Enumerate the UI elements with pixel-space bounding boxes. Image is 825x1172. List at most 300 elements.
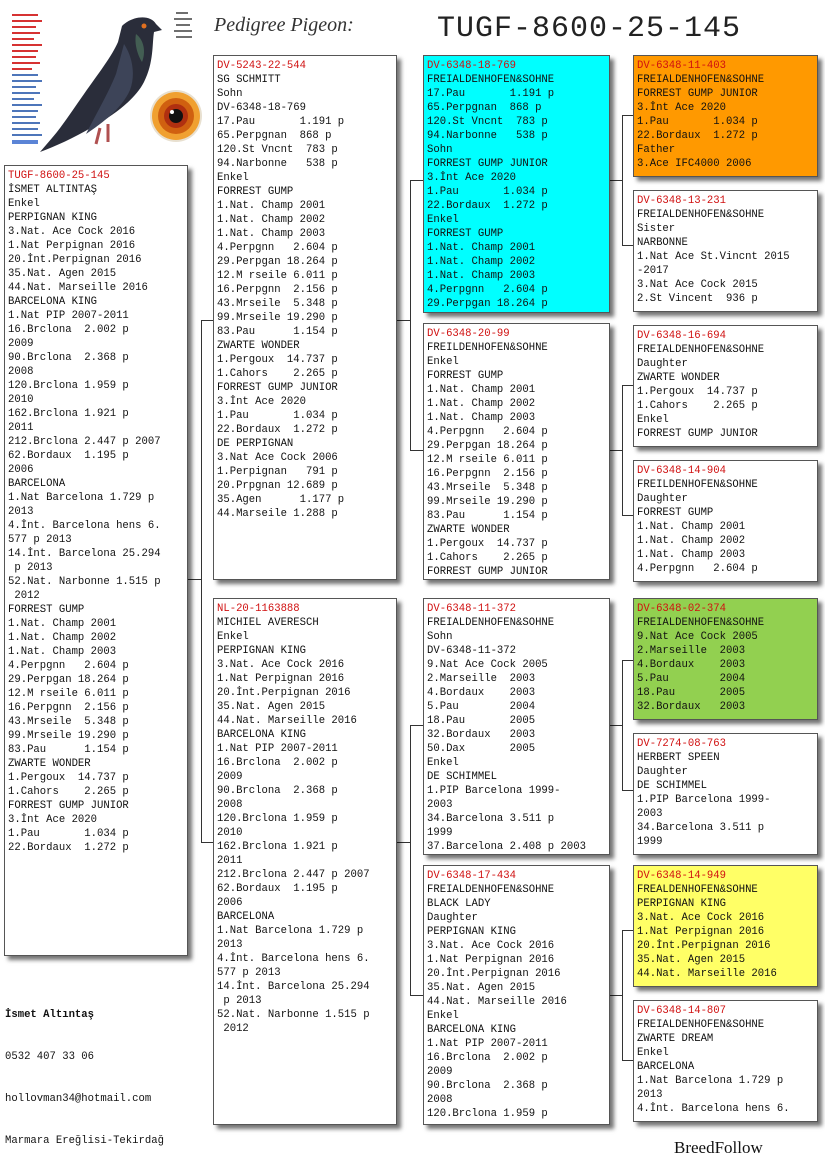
- pedigree-line: 22.Bordaux 1.272 p: [637, 130, 758, 142]
- pedigree-box-sss: [633, 55, 818, 177]
- pedigree-line: İSMET ALTINTAŞ: [8, 184, 98, 196]
- ring-number: DV-6348-18-769: [427, 60, 517, 72]
- pedigree-line: Enkel: [217, 172, 249, 184]
- pedigree-line: DV-6348-18-769: [217, 102, 307, 114]
- pedigree-line: BARCELONA KING: [217, 729, 307, 741]
- ring-number: NL-20-1163888: [217, 603, 300, 615]
- pedigree-box-subject: [4, 165, 188, 956]
- pedigree-box-sdd: [633, 460, 818, 582]
- pedigree-line: BLACK LADY: [427, 898, 491, 910]
- connector-line: [622, 515, 633, 516]
- pedigree-line: 3.Nat. Ace Cock 2016: [8, 226, 136, 238]
- pedigree-line: DE SCHIMMEL: [637, 780, 707, 792]
- pedigree-line: 2009: [217, 771, 243, 783]
- pedigree-line: 83.Pau 1.154 p: [217, 326, 338, 338]
- pedigree-line: 29.Perpgan 18.264 p: [8, 674, 129, 686]
- breeder-phone: 0532 407 33 06: [5, 1051, 95, 1063]
- pedigree-line: NARBONNE: [637, 237, 688, 249]
- pedigree-line: 17.Pau 1.191 p: [427, 88, 555, 100]
- pedigree-line: 35.Nat. Agen 2015: [637, 954, 746, 966]
- pedigree-line: 2003: [427, 799, 453, 811]
- pedigree-line: FREIALDENHOFEN&SOHNE: [427, 617, 555, 629]
- pedigree-line: 43.Mrseile 5.348 p: [217, 298, 338, 310]
- pedigree-line: FORREST GUMP: [427, 370, 504, 382]
- pedigree-line: 4.İnt. Barcelona hens 6.: [8, 520, 161, 532]
- pigeon-ring-number: TUGF-8600-25-145: [437, 12, 742, 46]
- pedigree-line: BARCELONA KING: [8, 296, 98, 308]
- pedigree-line: 2006: [217, 897, 243, 909]
- ring-number: DV-5243-22-544: [217, 60, 307, 72]
- pedigree-line: 2006: [8, 464, 34, 476]
- pedigree-line: DV-6348-11-372: [427, 645, 517, 657]
- pedigree-line: PERPIGNAN KING: [637, 898, 727, 910]
- pedigree-line: 3.Nat. Ace Cock 2016: [217, 659, 345, 671]
- pedigree-line: p 2013: [217, 995, 262, 1007]
- connector-line: [622, 1060, 633, 1061]
- ring-number: DV-6348-20-99: [427, 328, 510, 340]
- pedigree-line: 2011: [8, 422, 34, 434]
- pedigree-line: 29.Perpgan 18.264 p: [217, 256, 338, 268]
- pedigree-line: 3.Ace IFC4000 2006: [637, 158, 752, 170]
- pedigree-line: 1.Nat Barcelona 1.729 p: [217, 925, 364, 937]
- pedigree-line: 1.Cahors 2.265 p: [637, 400, 758, 412]
- pedigree-line: 120.Brclona 1.959 p: [217, 813, 338, 825]
- ring-number: DV-6348-16-694: [637, 330, 727, 342]
- pedigree-line: 83.Pau 1.154 p: [427, 510, 548, 522]
- connector-line: [622, 385, 633, 386]
- pedigree-line: 18.Pau 2005: [427, 715, 536, 727]
- pedigree-line: 1.Nat. Champ 2001: [8, 618, 117, 630]
- pedigree-line: FREALDENHOFEN&SOHNE: [637, 884, 758, 896]
- pedigree-line: 4.Perpgnn 2.604 p: [427, 426, 548, 438]
- pedigree-line: 1.Nat Perpignan 2016: [427, 954, 555, 966]
- pedigree-line: 65.Perpgnan 868 p: [427, 102, 542, 114]
- pedigree-line: 94.Narbonne 538 p: [217, 158, 338, 170]
- pedigree-line: 1.Nat. Champ 2002: [217, 214, 326, 226]
- pedigree-line: 29.Perpgan 18.264 p: [427, 298, 548, 310]
- pedigree-line: Father: [637, 144, 676, 156]
- pedigree-line: 44.Nat. Marseille 2016: [637, 968, 777, 980]
- connector-line: [201, 320, 202, 842]
- pedigree-line: 34.Barcelona 3.511 p: [637, 822, 765, 834]
- pedigree-line: Enkel: [637, 1047, 669, 1059]
- pedigree-line: Sohn: [427, 631, 453, 643]
- connector-line: [397, 320, 410, 321]
- connector-line: [201, 320, 213, 321]
- pedigree-line: SG SCHMITT: [217, 74, 281, 86]
- pedigree-line: 12.M rseile 6.011 p: [8, 688, 129, 700]
- pedigree-box-sire-sire: [423, 55, 610, 313]
- pedigree-line: 52.Nat. Narbonne 1.515 p: [217, 1009, 370, 1021]
- pedigree-line: 32.Bordaux 2003: [637, 701, 746, 713]
- pedigree-line: 2003: [637, 808, 663, 820]
- pedigree-line: 1.Nat PIP 2007-2011: [427, 1038, 548, 1050]
- pedigree-line: FORREST GUMP JUNIOR: [8, 800, 129, 812]
- pedigree-line: Enkel: [637, 414, 669, 426]
- pedigree-line: 162.Brclona 1.921 p: [8, 408, 129, 420]
- pedigree-line: 2012: [8, 590, 40, 602]
- pedigree-line: 1.Pergoux 14.737 p: [8, 772, 129, 784]
- pedigree-line: ZWARTE WONDER: [637, 372, 720, 384]
- pedigree-line: 4.Perpgnn 2.604 p: [427, 284, 548, 296]
- pedigree-line: Daughter: [427, 912, 478, 924]
- pedigree-line: 1.Nat. Champ 2001: [217, 200, 326, 212]
- pedigree-box-dss: [633, 598, 818, 720]
- pedigree-line: 1.Pau 1.034 p: [217, 410, 338, 422]
- pedigree-line: 20.Prpgnan 12.689 p: [217, 480, 338, 492]
- pedigree-line: 2013: [8, 506, 34, 518]
- pedigree-line: 1999: [637, 836, 663, 848]
- pedigree-box-sire: [213, 55, 397, 580]
- pedigree-line: p 2013: [8, 562, 53, 574]
- breedfollow-brand: BreedFollow: [674, 1138, 763, 1157]
- pedigree-line: 1.Nat. Champ 2003: [427, 412, 536, 424]
- pedigree-line: PERPIGNAN KING: [8, 212, 98, 224]
- pedigree-line: Sohn: [217, 88, 243, 100]
- pedigree-line: 1.Nat. Champ 2001: [427, 384, 536, 396]
- pedigree-box-dds: [633, 865, 818, 987]
- pedigree-line: 1.PIP Barcelona 1999-: [427, 785, 561, 797]
- pedigree-line: 1.Nat. Champ 2001: [427, 242, 536, 254]
- pedigree-line: 20.İnt.Perpignan 2016: [427, 968, 561, 980]
- connector-line: [622, 385, 623, 515]
- ring-number: DV-6348-14-807: [637, 1005, 727, 1017]
- pedigree-line: 212.Brclona 2.447 p 2007: [217, 869, 370, 881]
- pedigree-line: 1.Nat Barcelona 1.729 p: [8, 492, 155, 504]
- pedigree-line: 20.İnt.Perpignan 2016: [217, 687, 351, 699]
- pedigree-box-dam: [213, 598, 397, 1125]
- pedigree-line: 17.Pau 1.191 p: [217, 116, 345, 128]
- ring-number: DV-6348-13-231: [637, 195, 727, 207]
- pedigree-line: 2.Marseille 2003: [637, 645, 746, 657]
- connector-line: [410, 180, 411, 450]
- pedigree-line: 43.Mrseile 5.348 p: [8, 716, 129, 728]
- pedigree-line: FREIALDENHOFEN&SOHNE: [637, 617, 765, 629]
- pedigree-line: ZWARTE WONDER: [427, 524, 510, 536]
- pedigree-line: 2008: [217, 799, 243, 811]
- pedigree-line: 2012: [217, 1023, 249, 1035]
- connector-line: [622, 930, 623, 1060]
- pedigree-line: 1.Cahors 2.265 p: [427, 552, 548, 564]
- pedigree-line: 1.Nat. Champ 2003: [8, 646, 117, 658]
- pedigree-line: 120.Brclona 1.959 p: [427, 1108, 548, 1120]
- pedigree-line: BARCELONA: [637, 1061, 695, 1073]
- pedigree-line: 1.Nat. Champ 2002: [427, 398, 536, 410]
- connector-line: [622, 660, 633, 661]
- connector-line: [397, 842, 410, 843]
- pedigree-box-sire-dam: [423, 323, 610, 580]
- pedigree-line: 83.Pau 1.154 p: [8, 744, 129, 756]
- pedigree-line: 1.Nat. Champ 2002: [637, 535, 746, 547]
- pedigree-line: 43.Mrseile 5.348 p: [427, 482, 548, 494]
- pedigree-line: Daughter: [637, 493, 688, 505]
- pedigree-line: 1.Nat PIP 2007-2011: [217, 743, 338, 755]
- ring-number: DV-6348-17-434: [427, 870, 517, 882]
- pedigree-line: 35.Nat. Agen 2015: [8, 268, 117, 280]
- pedigree-line: FORREST GUMP: [8, 604, 85, 616]
- pedigree-line: 1.Nat Perpignan 2016: [8, 240, 136, 252]
- pedigree-line: FREILDENHOFEN&SOHNE: [427, 342, 548, 354]
- pedigree-line: 16.Brclona 2.002 p: [217, 757, 338, 769]
- pedigree-box-ddd: [633, 1000, 818, 1122]
- pedigree-box-dsd: [633, 733, 818, 855]
- ring-number: DV-6348-11-403: [637, 60, 727, 72]
- pedigree-line: 1.Pau 1.034 p: [8, 828, 129, 840]
- pedigree-line: 16.Perpgnn 2.156 p: [217, 284, 338, 296]
- pedigree-line: FORREST GUMP JUNIOR: [637, 88, 758, 100]
- pedigree-line: 35.Agen 1.177 p: [217, 494, 345, 506]
- pedigree-line: 4.Perpgnn 2.604 p: [8, 660, 129, 672]
- pedigree-line: 1.Pau 1.034 p: [637, 116, 758, 128]
- pedigree-line: 35.Nat. Agen 2015: [217, 701, 326, 713]
- pedigree-line: 1.Nat Ace St.Vincnt 2015: [637, 251, 790, 263]
- pedigree-line: 1.Pergoux 14.737 p: [217, 354, 338, 366]
- connector-line: [201, 842, 213, 843]
- pedigree-line: ZWARTE WONDER: [217, 340, 300, 352]
- pedigree-line: DE SCHIMMEL: [427, 771, 497, 783]
- pedigree-line: 35.Nat. Agen 2015: [427, 982, 536, 994]
- pedigree-line: 1.Pergoux 14.737 p: [637, 386, 758, 398]
- pedigree-line: 1.Perpignan 791 p: [217, 466, 338, 478]
- pedigree-line: 22.Bordaux 1.272 p: [217, 424, 338, 436]
- pedigree-line: 34.Barcelona 3.511 p: [427, 813, 555, 825]
- pedigree-line: FORREST GUMP: [217, 186, 294, 198]
- pedigree-line: 4.Perpgnn 2.604 p: [637, 563, 758, 575]
- pedigree-line: 1.Nat Perpignan 2016: [637, 926, 765, 938]
- pedigree-line: ZWARTE WONDER: [8, 758, 91, 770]
- pedigree-box-sds: [633, 325, 818, 447]
- pedigree-line: 2008: [427, 1094, 453, 1106]
- pedigree-line: 22.Bordaux 1.272 p: [8, 842, 129, 854]
- pedigree-line: 1.Pergoux 14.737 p: [427, 538, 548, 550]
- connector-line: [610, 450, 622, 451]
- pedigree-line: 5.Pau 2004: [427, 701, 536, 713]
- connector-line: [410, 995, 423, 996]
- pedigree-line: 1.Nat. Champ 2003: [217, 228, 326, 240]
- pedigree-line: 1.Nat. Champ 2003: [427, 270, 536, 282]
- pedigree-line: PERPIGNAN KING: [217, 645, 307, 657]
- pedigree-line: FREIALDENHOFEN&SOHNE: [427, 884, 555, 896]
- connector-line: [410, 725, 423, 726]
- pedigree-line: 16.Brclona 2.002 p: [427, 1052, 548, 1064]
- pedigree-line: FREIALDENHOFEN&SOHNE: [427, 74, 555, 86]
- connector-line: [188, 579, 201, 580]
- breeder-email[interactable]: hollovman34@hotmail.com: [5, 1093, 152, 1105]
- pedigree-line: 2013: [217, 939, 243, 951]
- pedigree-line: 90.Brclona 2.368 p: [8, 352, 129, 364]
- pedigree-line: 3.İnt Ace 2020: [217, 396, 307, 408]
- pedigree-line: 577 p 2013: [217, 967, 281, 979]
- pedigree-line: 3.Nat Ace Cock 2015: [637, 279, 758, 291]
- pedigree-line: MICHIEL AVERESCH: [217, 617, 319, 629]
- pedigree-line: PERPIGNAN KING: [427, 926, 517, 938]
- pedigree-line: 4.İnt. Barcelona hens 6.: [217, 953, 370, 965]
- pedigree-line: FORREST GUMP JUNIOR: [637, 428, 758, 440]
- pedigree-line: 1.Nat. Champ 2003: [637, 549, 746, 561]
- pedigree-line: 120.St Vncnt 783 p: [427, 116, 548, 128]
- breeder-name: İsmet Altıntaş: [5, 1009, 95, 1021]
- pedigree-line: FREILDENHOFEN&SOHNE: [637, 479, 758, 491]
- pedigree-line: 37.Barcelona 2.408 p 2003: [427, 841, 586, 853]
- pedigree-line: HERBERT SPEEN: [637, 752, 720, 764]
- pedigree-box-dam-sire: [423, 598, 610, 855]
- pedigree-line: 12.M rseile 6.011 p: [217, 270, 338, 282]
- pedigree-line: 62.Bordaux 1.195 p: [217, 883, 338, 895]
- pedigree-line: 3.İnt Ace 2020: [637, 102, 727, 114]
- pedigree-line: 22.Bordaux 1.272 p: [427, 200, 548, 212]
- pedigree-line: 20.İnt.Perpignan 2016: [8, 254, 142, 266]
- pedigree-line: 14.İnt. Barcelona 25.294: [217, 981, 370, 993]
- pedigree-line: Enkel: [427, 356, 459, 368]
- pedigree-line: 16.Perpgnn 2.156 p: [427, 468, 548, 480]
- pedigree-line: 2011: [217, 855, 243, 867]
- pedigree-line: 9.Nat Ace Cock 2005: [637, 631, 758, 643]
- breeder-location: Marmara Ereğlisi-Tekirdağ: [5, 1135, 164, 1147]
- pedigree-line: 90.Brclona 2.368 p: [427, 1080, 548, 1092]
- pedigree-line: 50.Dax 2005: [427, 743, 536, 755]
- connector-line: [610, 725, 622, 726]
- pedigree-line: 577 p 2013: [8, 534, 72, 546]
- connector-line: [622, 930, 633, 931]
- pedigree-line: 2010: [8, 394, 34, 406]
- pedigree-line: FREIALDENHOFEN&SOHNE: [637, 209, 765, 221]
- pigeon-logo-image: [4, 4, 204, 156]
- pedigree-line: 2009: [427, 1066, 453, 1078]
- pedigree-line: 162.Brclona 1.921 p: [217, 841, 338, 853]
- pedigree-line: 62.Bordaux 1.195 p: [8, 450, 129, 462]
- pedigree-line: 99.Mrseile 19.290 p: [8, 730, 129, 742]
- ring-number: DV-6348-14-949: [637, 870, 727, 882]
- pedigree-line: 3.Nat Ace Cock 2006: [217, 452, 338, 464]
- pedigree-line: 32.Bordaux 2003: [427, 729, 536, 741]
- pedigree-line: 4.Bordaux 2003: [427, 687, 536, 699]
- pedigree-line: 2013: [637, 1089, 663, 1101]
- pedigree-line: 5.Pau 2004: [637, 673, 746, 685]
- pedigree-line: 90.Brclona 2.368 p: [217, 785, 338, 797]
- pedigree-line: 3.Nat. Ace Cock 2016: [427, 940, 555, 952]
- pedigree-line: FORREST GUMP JUNIOR: [217, 382, 338, 394]
- pedigree-line: 120.Brclona 1.959 p: [8, 380, 129, 392]
- pedigree-line: FREIALDENHOFEN&SOHNE: [637, 74, 765, 86]
- pedigree-line: 29.Perpgan 18.264 p: [427, 440, 548, 452]
- pedigree-line: -2017: [637, 265, 669, 277]
- pedigree-line: FORREST GUMP: [427, 228, 504, 240]
- pedigree-line: 212.Brclona 2.447 p 2007: [8, 436, 161, 448]
- pedigree-line: 44.Marseile 1.288 p: [217, 508, 338, 520]
- pedigree-line: 52.Nat. Narbonne 1.515 p: [8, 576, 161, 588]
- pedigree-line: Enkel: [217, 631, 249, 643]
- pedigree-line: 1.Nat PIP 2007-2011: [8, 310, 129, 322]
- pedigree-line: 2009: [8, 338, 34, 350]
- pedigree-line: 18.Pau 2005: [637, 687, 746, 699]
- pedigree-line: 3.Nat. Ace Cock 2016: [637, 912, 765, 924]
- connector-line: [622, 115, 623, 245]
- pedigree-line: FREIALDENHOFEN&SOHNE: [637, 1019, 765, 1031]
- connector-line: [410, 450, 423, 451]
- pedigree-line: Enkel: [427, 214, 459, 226]
- pedigree-line: 44.Nat. Marseille 2016: [427, 996, 567, 1008]
- pedigree-line: 94.Narbonne 538 p: [427, 130, 548, 142]
- pedigree-line: Sister: [637, 223, 676, 235]
- connector-line: [610, 995, 622, 996]
- pedigree-line: 65.Perpgnan 868 p: [217, 130, 332, 142]
- pedigree-line: 3.İnt Ace 2020: [427, 172, 517, 184]
- ring-number: DV-6348-02-374: [637, 603, 727, 615]
- pedigree-line: BARCELONA: [217, 911, 275, 923]
- pedigree-line: 2008: [8, 366, 34, 378]
- pedigree-line: Daughter: [637, 358, 688, 370]
- pedigree-line: 120.St Vncnt 783 p: [217, 144, 338, 156]
- connector-line: [610, 180, 622, 181]
- pedigree-line: 99.Mrseile 19.290 p: [427, 496, 548, 508]
- pedigree-line: 1999: [427, 827, 453, 839]
- pedigree-line: 12.M rseile 6.011 p: [427, 454, 548, 466]
- pedigree-line: 1.Nat. Champ 2001: [637, 521, 746, 533]
- pedigree-line: 3.İnt Ace 2020: [8, 814, 98, 826]
- pedigree-line: 4.Perpgnn 2.604 p: [217, 242, 338, 254]
- pedigree-line: 1.Nat. Champ 2002: [427, 256, 536, 268]
- pedigree-line: ZWARTE DREAM: [637, 1033, 714, 1045]
- ring-number: TUGF-8600-25-145: [8, 170, 110, 182]
- pedigree-line: 1.Cahors 2.265 p: [8, 786, 129, 798]
- ring-number: DV-6348-11-372: [427, 603, 517, 615]
- pedigree-line: Sohn: [427, 144, 453, 156]
- pedigree-line: Daughter: [637, 766, 688, 778]
- pedigree-line: 20.İnt.Perpignan 2016: [637, 940, 771, 952]
- pedigree-line: 1.Nat Barcelona 1.729 p: [637, 1075, 784, 1087]
- pedigree-line: 2.Marseille 2003: [427, 673, 536, 685]
- pedigree-box-ssd: [633, 190, 818, 312]
- connector-line: [622, 245, 633, 246]
- pedigree-line: BARCELONA KING: [427, 1024, 517, 1036]
- pedigree-line: BARCELONA: [8, 478, 66, 490]
- pedigree-line: 4.İnt. Barcelona hens 6.: [637, 1103, 790, 1115]
- connector-line: [410, 725, 411, 995]
- pedigree-line: 44.Nat. Marseille 2016: [8, 282, 148, 294]
- pedigree-line: DE PERPIGNAN: [217, 438, 294, 450]
- pedigree-line: 1.Nat. Champ 2002: [8, 632, 117, 644]
- connector-line: [622, 115, 633, 116]
- pedigree-line: 99.Mrseile 19.290 p: [217, 312, 338, 324]
- connector-line: [622, 660, 623, 790]
- pedigree-line: 44.Nat. Marseille 2016: [217, 715, 357, 727]
- connector-line: [410, 180, 423, 181]
- pedigree-line: 1.Cahors 2.265 p: [217, 368, 338, 380]
- pedigree-line: 2.St Vincent 936 p: [637, 293, 758, 305]
- pedigree-line: 4.Bordaux 2003: [637, 659, 746, 671]
- connector-line: [622, 790, 633, 791]
- pedigree-line: 14.İnt. Barcelona 25.294: [8, 548, 161, 560]
- pedigree-box-dam-dam: [423, 865, 610, 1125]
- pedigree-line: 1.Nat Perpignan 2016: [217, 673, 345, 685]
- pedigree-line: 16.Perpgnn 2.156 p: [8, 702, 129, 714]
- pedigree-line: FORREST GUMP JUNIOR: [427, 158, 548, 170]
- pedigree-line: 1.PIP Barcelona 1999-: [637, 794, 771, 806]
- pedigree-line: FREIALDENHOFEN&SOHNE: [637, 344, 765, 356]
- pedigree-line: Enkel: [8, 198, 40, 210]
- breeder-contact: [5, 980, 164, 1162]
- pedigree-line: 16.Brclona 2.002 p: [8, 324, 129, 336]
- ring-number: DV-6348-14-904: [637, 465, 727, 477]
- pedigree-line: Enkel: [427, 757, 459, 769]
- pedigree-line: 9.Nat Ace Cock 2005: [427, 659, 548, 671]
- pedigree-line: 2010: [217, 827, 243, 839]
- pedigree-title: Pedigree Pigeon:: [214, 14, 354, 36]
- pedigree-line: Enkel: [427, 1010, 459, 1022]
- pedigree-line: 1.Pau 1.034 p: [427, 186, 548, 198]
- pedigree-line: FORREST GUMP JUNIOR: [427, 566, 548, 578]
- pedigree-line: FORREST GUMP: [637, 507, 714, 519]
